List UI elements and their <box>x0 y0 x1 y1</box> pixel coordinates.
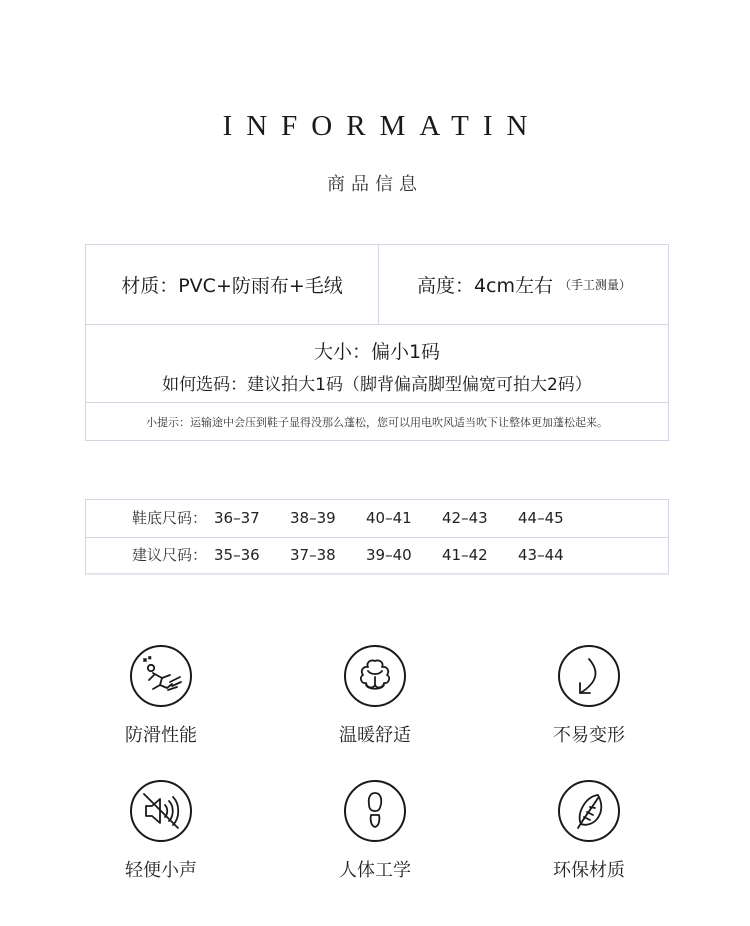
height-note: （手工测量） <box>559 278 632 292</box>
page-subtitle: 商品信息 <box>327 174 423 195</box>
material-text: 材质：PVC+防雨布+毛绒 <box>121 275 343 297</box>
size-cell: 44–45 <box>518 509 564 527</box>
anti-slip-icon <box>130 645 192 707</box>
size-text: 大小：偏小1码 <box>313 341 441 363</box>
height-text: 高度：4cm左右 <box>416 275 554 297</box>
info-row-size <box>86 324 668 403</box>
size-row-label: 鞋底尺码： <box>132 509 208 527</box>
size-row-label: 建议尺码： <box>132 546 208 564</box>
material-cell <box>86 245 379 324</box>
size-cell: 37–38 <box>290 546 336 564</box>
leaf-icon <box>558 780 620 842</box>
size-table-bottom-border <box>85 573 669 575</box>
feature-label: 温暖舒适 <box>339 725 411 746</box>
feature-label: 环保材质 <box>553 860 625 881</box>
feature-eco <box>514 780 664 882</box>
size-cell: 38–39 <box>290 509 336 527</box>
feature-warm <box>300 645 450 747</box>
size-row-sole <box>86 500 668 538</box>
size-cell: 35–36 <box>214 546 260 564</box>
size-table <box>85 499 669 574</box>
product-info-table <box>85 244 669 441</box>
feature-label: 人体工学 <box>339 860 411 881</box>
feature-ergonomic <box>300 780 450 882</box>
feature-label: 不易变形 <box>553 725 625 746</box>
size-cell: 43–44 <box>518 546 564 564</box>
feature-label: 防滑性能 <box>125 725 197 746</box>
feature-anti-slip <box>86 645 236 747</box>
info-row-tip <box>86 403 668 441</box>
how-to-choose-text: 如何选码：建议拍大1码（脚背偏高脚型偏宽可拍大2码） <box>162 375 592 395</box>
feature-quiet <box>86 780 236 882</box>
feature-label: 轻便小声 <box>125 860 197 881</box>
size-row-suggested <box>86 537 668 574</box>
mute-icon <box>130 780 192 842</box>
feature-shape <box>514 645 664 747</box>
info-row-material-height <box>86 245 668 325</box>
size-cell: 41–42 <box>442 546 488 564</box>
size-cell: 36–37 <box>214 509 260 527</box>
size-cell: 40–41 <box>366 509 412 527</box>
size-cell: 39–40 <box>366 546 412 564</box>
page-title: INFORMATIN <box>222 110 542 142</box>
size-cell: 42–43 <box>442 509 488 527</box>
footprint-icon <box>344 780 406 842</box>
bend-icon <box>558 645 620 707</box>
height-cell <box>379 245 669 324</box>
cotton-icon <box>344 645 406 707</box>
tip-text: 小提示：运输途中会压到鞋子显得没那么蓬松，您可以用电吹风适当吹下让整体更加蓬松起来。 <box>146 416 608 429</box>
